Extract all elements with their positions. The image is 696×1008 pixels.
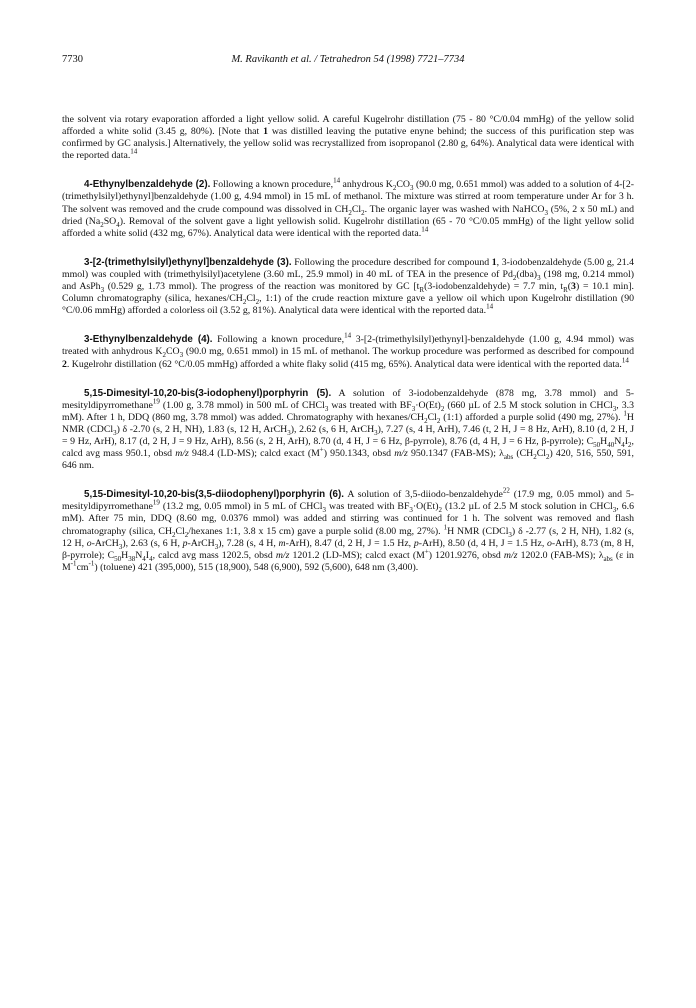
paragraph-compound-4 bbox=[62, 334, 634, 370]
compound-heading: 3-Ethynylbenzaldehyde (4). bbox=[84, 334, 213, 346]
paragraph-text: A solution of 3,5-diiodo-benzaldehyde$^{22}$ (17.9 mg, 0.05 mmol) and 5-mesityldipyrromethane$^{19}$ (13.2 mg, 0.05 mmol) in 5 mL of CHCl$_3$ was treated with $BF_3\cdot O(Et)_2$ (13.2 µL of 2.5 M stock solution in CHCl$_3$, 6.6 mM). After 75 min, DDQ (8.60 mg, 0.0376 mmol) was added and stirring was continued for 1 h. The solvent was removed and flash chromatography (silica, $CH_2Cl_2$/hexanes 1:1, 3.8 x 15 cm) gave a purple solid (8.00 mg, 27%). $^1$H NMR (CDCl$_3$) δ -2.77 (s, 2 H, NH), 1.82 (s, 12 H, o-ArCH$_3$), 2.63 (s, 6 H, p-ArCH$_3$), 7.28 (s, 4 H, m-ArH), 8.47 (d, 2 H, J = 1.5 Hz, p-ArH), 8.50 (d, 4 H, J = 1.5 Hz, o-ArH), 8.73 (m, 8 H, β-pyrrole); $C_{50}H_{38}N_4I_4$, calcd avg mass 1202.5, obsd m/z 1201.2 (LD-MS); calcd exact (M+) 1201.9276, obsd m/z 1202.0 (FAB-MS); $\lambda_{abs}$ (ε in $M^{-1}cm^{-1}$) (toluene) 421 (395,000), 515 (18,900), 548 (6,900), 592 (5,600), 648 nm (3,400). bbox=[62, 486, 634, 573]
paragraph-text: Following the procedure described for compound 1, 3-iodobenzaldehyde (5.00 g, 21.4 mmol) was coupled with (trimethylsilyl)acetylene (3.60 mL, 25.9 mmol) in 40 mL of TEA in the presence of $Pd_2(dba)_3$ (198 mg, 0.214 mmol) and AsPh$_3$ (0.529 g, 1.73 mmol). The progress of the reaction was monitored by GC [$t_R(3-iodobenzaldehyde) = 7.7$ min, $t_R(3) = 10.1$ min]. Column chromatography (silica, hexanes/$CH_2Cl_2$, 1:1) of the crude reaction mixture gave a yellow oil which upon Kugelrohr distillation (90 °C/0.06 mmHg) afforded a colorless oil (3.52 g, 81%). Analytical data were identical with the reported data.$^{14}$ bbox=[62, 256, 635, 317]
article-body bbox=[62, 114, 634, 591]
paragraph-text: the solvent via rotary evaporation afforded a light yellow solid. A careful Kugelrohr distillation (75 - 80 °C/0.04 mmHg) of the yellow solid afforded a white solid (3.45 g, 80%). [Note that 1 was distilled leaving the putative enyne behind; the success of this purification step was confirmed by GC analysis.] Alternatively, the yellow solid was recrystallized from isopropanol (2.80 g, 64%). Analytical data were identical with the reported data.$^{14}$ bbox=[62, 114, 634, 162]
paragraph-text: Following a known procedure,$^{14}$ anhydrous $K_2CO_3$ (90.0 mg, 0.651 mmol) was added to a solution of 4-[2-(trimethylsilyl)ethynyl]benzaldehyde (1.00 g, 4.94 mmol) in 15 mL of methanol. The mixture was stirred at room temperature under Ar for 3 h. The solvent was removed and the crude compound was dissolved in $CH_2Cl_2$. The organic layer was washed with NaHCO$_3$ (5%, 2 x 50 mL) and dried $(Na_2SO_4)$. Removal of the solvent gave a light yellowish solid. Kugelrohr distillation (65 - 70 °C/0.05 mmHg) of the light yellow solid afforded a white solid (432 mg, 67%). Analytical data were identical with the reported data.$^{14}$ bbox=[62, 177, 634, 239]
journal-citation: M. Ravikanth et al. / Tetrahedron 54 (1998) 7721–7734 bbox=[231, 54, 465, 65]
compound-heading: 5,15-Dimesityl-10,20-bis(3-iodophenyl)porphyrin (5). bbox=[84, 387, 332, 399]
compound-heading: 3-[2-(trimethylsilyl)ethynyl]benzaldehyde (3). bbox=[84, 256, 292, 268]
compound-heading: 5,15-Dimesityl-10,20-bis(3,5-diiodophenyl)porphyrin (6). bbox=[84, 489, 344, 501]
compound-heading: 4-Ethynylbenzaldehyde (2). bbox=[84, 179, 211, 191]
paragraph-compound-6 bbox=[62, 486, 634, 574]
page-number: 7730 bbox=[62, 54, 83, 65]
paragraph-compound-2 bbox=[62, 179, 634, 239]
paragraph-compound-5 bbox=[62, 388, 634, 473]
paragraph-continuation bbox=[62, 114, 634, 162]
running-header bbox=[62, 54, 634, 70]
paragraph-compound-3 bbox=[62, 257, 634, 317]
paragraph-text: Following a known procedure,$^{14}$ 3-[2-(trimethylsilyl)ethynyl]-benzaldehyde (1.00 g, 4.94 mmol) was treated with anhydrous $K_2CO_3$ (90.0 mg, 0.651 mmol) in 15 mL of methanol. The workup procedure was performed as described for compound 2. Kugelrohr distillation (62 °C/0.05 mmHg) afforded a white flaky solid (415 mg, 65%). Analytical data were identical with the reported data.$^{14}$ bbox=[62, 332, 634, 370]
paragraph-text: A solution of 3-iodobenzaldehyde (878 mg, 3.78 mmol) and 5-mesityldipyrromethane$^{19}$ (1.00 g, 3.78 mmol) in 500 mL of CHCl$_3$ was treated with $BF_3\cdot O(Et)_2$ (660 µL of 2.5 M stock solution in CHCl$_3$, 3.3 mM). After 1 h, DDQ (860 mg, 3.78 mmol) was added. Chromatography with hexanes/$CH_2Cl_2$ (1:1) afforded a purple solid (490 mg, 27%). $^1$H NMR (CDCl$_3$) δ -2.70 (s, 2 H, NH), 1.83 (s, 12 H, ArCH$_3$), 2.62 (s, 6 H, ArCH$_3$), 7.27 (s, 4 H, ArH), 7.46 (t, 2 H, J = 8 Hz, ArH), 8.10 (d, 2 H, J = 9 Hz, ArH), 8.17 (d, 2 H, J = 9 Hz, ArH), 8.56 (s, 2 H, ArH), 8.70 (d, 4 H, J = 6 Hz, β-pyrrole), 8.76 (d, 4 H, J = 6 Hz, β-pyrrole); $C_{50}H_{40}N_4I_2$, calcd avg mass 950.1, obsd m/z 948.4 (LD-MS); calcd exact (M+) 950.1343, obsd m/z 950.1347 (FAB-MS); $\lambda_{abs}$ $(CH_2Cl_2)$ 420, 516, 550, 591, 646 nm. bbox=[62, 387, 635, 472]
